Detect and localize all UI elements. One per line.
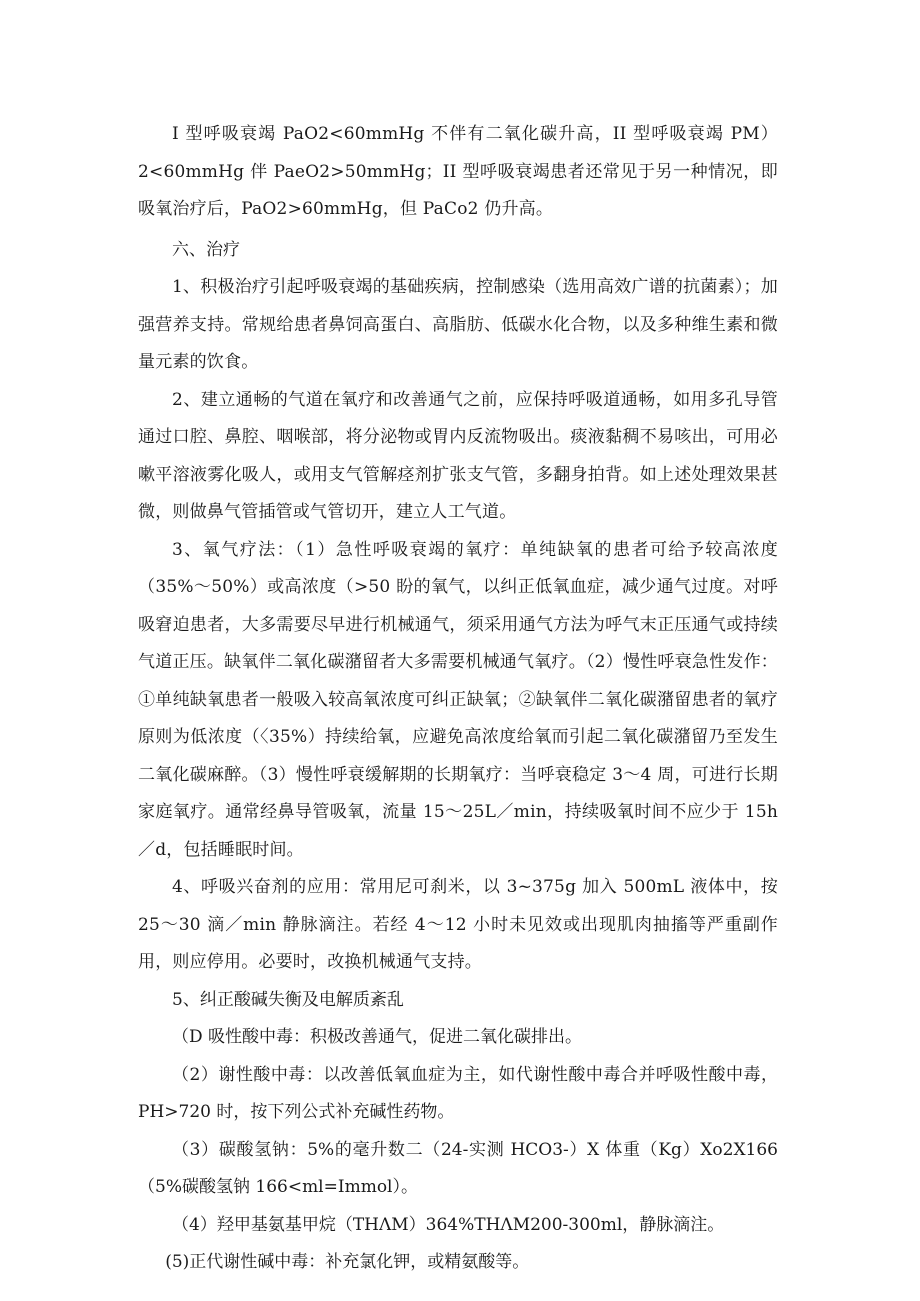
subitem-metabolic-alkalosis: (5)正代谢性碱中毒：补充氯化钾，或精氨酸等。 <box>165 1252 530 1272</box>
section-heading-acid-base: 5、纠正酸碱失衡及电解质紊乱 <box>172 989 404 1010</box>
paragraph-respiratory-stimulants: 4、呼吸兴奋剂的应用：常用尼可刹米，以 3~375g 加入 500mL 液体中，按 25～30 滴／min 静脉滴注。若经 4～12 小时未见效或出现肌肉抽搐等严重副作用，则应停用。必要时，改换机械通气支持。 <box>138 877 778 972</box>
paragraph-oxygen-therapy: 3、氧气疗法：（1）急性呼吸衰竭的氧疗：单纯缺氧的患者可给予较高浓度（35%～50%）或高浓度（>50 盼的氧气，以纠正低氧血症，减少通气过度。对呼吸窘迫患者，大多需要尽早进行机械通气，须采用通气方法为呼气末正压通气或持续气道正压。缺氧伴二氧化碳潴留者大多需要机械通气氧疗。（2）慢性呼衰急性发作：①单纯缺氧患者一般吸入较高氧浓度可纠正缺氧；②缺氧伴二氧化碳潴留患者的氧疗原则为低浓度（〈35%）持续给氧，应避免高浓度给氧而引起二氧化碳潴留乃至发生二氧化碳麻醉。（3）慢性呼衰缓解期的长期氧疗：当呼衰稳定 3～4 周，可进行长期家庭氧疗。通常经鼻导管吸氧，流量 15～25L／min，持续吸氧时间不应少于 15h／d，包括睡眠时间。 <box>138 539 778 860</box>
subitem-metabolic-acidosis: （2）谢性酸中毒：以改善低氧血症为主，如代谢性酸中毒合并呼吸性酸中毒，PH>720 时，按下列公式补充碱性药物。 <box>138 1064 778 1122</box>
paragraph-respiratory-failure-types: I 型呼吸衰竭 PaO2<60mmHg 不伴有二氧化碳升高，II 型呼吸衰竭 PM）2<60mmHg 伴 PaeO2>50mmHg；II 型呼吸衰竭患者还常见于另一种情况，即吸氧治疗后，PaO2>60mmHg，但 PaCo2 仍升高。 <box>138 124 778 219</box>
paragraph-airway: 2、建立通畅的气道在氧疗和改善通气之前，应保持呼吸道通畅，如用多孔导管通过口腔、鼻腔、咽喉部，将分泌物或胃内反流物吸出。痰液黏稠不易咳出，可用必嗽平溶液雾化吸人，或用支气管解痉剂扩张支气管，多翻身拍背。如上述处理效果甚微，则做鼻气管插管或气管切开，建立人工气道。 <box>138 389 778 522</box>
subitem-tham: （4）羟甲基氨基甲烷（THΛM）364%THΛM200-300ml，静脉滴注。 <box>172 1214 725 1235</box>
subitem-sodium-bicarbonate: （3）碳酸氢钠：5%的毫升数二（24-实测 HCO3-）X 体重（Kg）Xo2X166（5%碳酸氢钠 166<ml=Immol）。 <box>138 1139 778 1197</box>
paragraph-treat-underlying-disease: 1、积极治疗引起呼吸衰竭的基础疾病，控制感染（选用高效广谱的抗菌素）；加强营养支持。常规给患者鼻饲高蛋白、高脂肪、低碳水化合物，以及多种维生素和微量元素的饮食。 <box>138 277 778 372</box>
subitem-respiratory-acidosis: （D 吸性酸中毒：积极改善通气，促进二氧化碳排出。 <box>172 1027 583 1047</box>
section-heading-treatment: 六、治疗 <box>172 239 240 260</box>
